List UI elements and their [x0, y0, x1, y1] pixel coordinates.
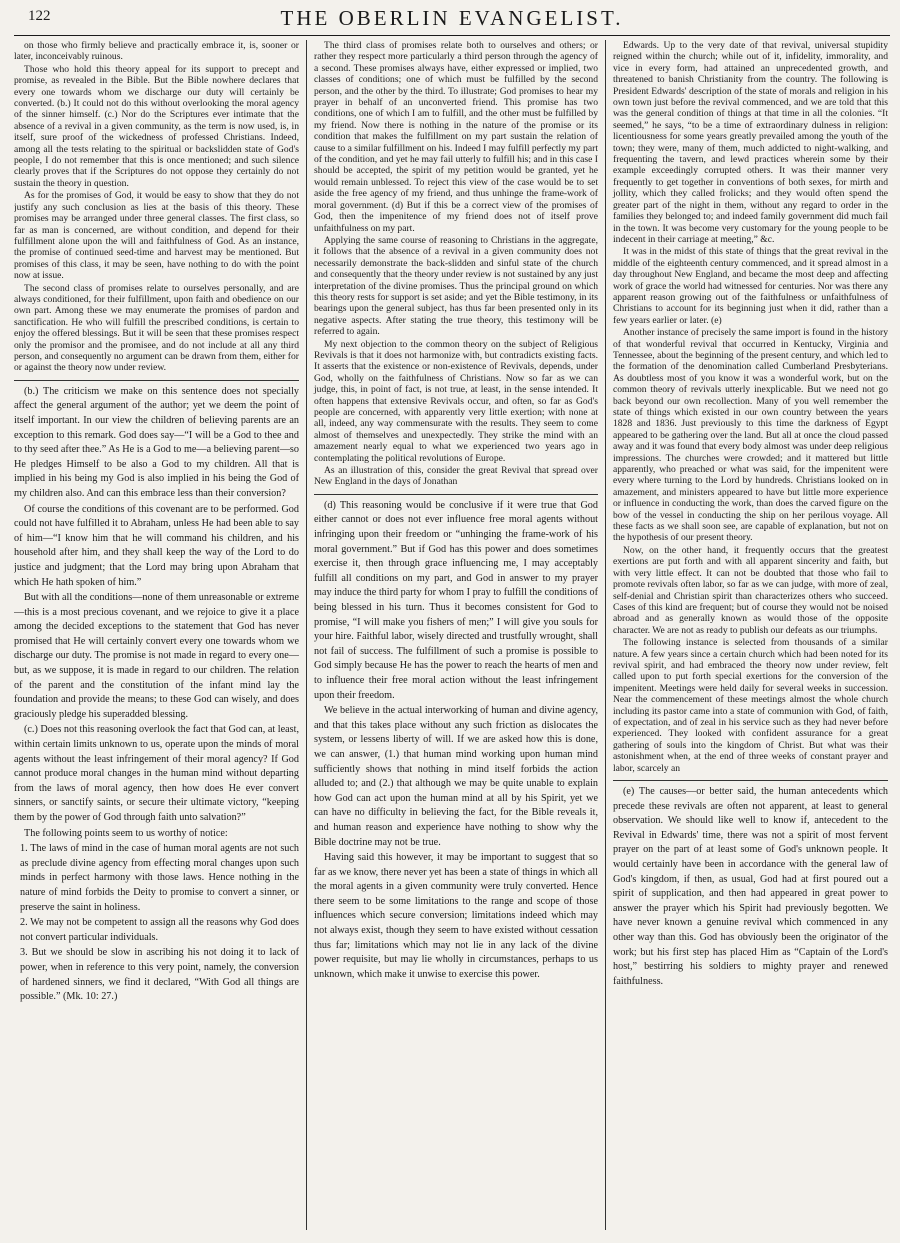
paragraph: As for the promises of God, it would be easy to show that they do not justify any such conclusion as lies at the basis of this theory. These promises may be arranged under three general classes. The first class, so far as man is concerned, are without condition, and depend for their fulfillment alone upon the will and faithfulness of God. As an instance, the promise of continued seed-time and harvest may be mentioned. But promises of this class, it may be seen, have nothing to do with the point now at issue.	[14, 190, 299, 282]
points-list	[14, 842, 299, 1005]
column-1-body	[14, 40, 299, 374]
footnote-rule	[314, 494, 598, 495]
paragraph: Applying the same course of reasoning to Christians in the aggregate, it follows that the absence of a revival in a given community does not necessarily demonstrate the back-slidden and sinful state of the church and consequently that the theory under review is not sustained by any just interpretation of the divine promises. Thus the principal ground on which this theory rests for support is set aside; and yet the Bible testimony, in its bearings upon the general subject, has thus far been presented only in its negative aspects. After stating the true theory, this testimony will be referred to again.	[314, 234, 598, 338]
paragraph: My next objection to the common theory on the subject of Religious Revivals is that it does not harmonize with, but contradicts existing facts. It asserts that the existence or non-existence of Revivals, depends, under God, wholly on the faithfulness of Christians. Now so far as we can judge, this, in point of fact, is not true, at least, in the sense intended. It often happens that extensive Revivals occur, and often, so far as God's people are concerned, with apparently very little exertion; with none at all, indeed, any way commensurate with the results. They seem to come almost of themselves and unexpectedly. They strike the mind with an amazement nearly equal to what we experienced two years ago in contemplating the political revolutions of Europe.	[314, 338, 598, 464]
list-item: 2. We may not be competent to assign all the reasons why God does not convert particular individuals.	[20, 917, 299, 943]
footnote-c: (c.) Does not this reasoning overlook the fact that God can, at least, within certain limits unknown to us, operate upon the minds of moral agents without the least infringement of their moral agency? If God cannot produce moral changes in the human mind without departing from the laws of moral agency, then how does He ever convert sinners, or sanctify saints, or secure their ultimate victory, “keeping them by the power of God through faith unto salvation?”	[14, 724, 299, 823]
paragraph: Those who hold this theory appeal for its support to precept and promise, as revealed in the Bible. But the Bible nowhere declares that every one towards whom we discharge our duty will certainly be converted. (b.) It could not do this without overlooking the moral agency of the sinner himself. (c.) Nor do the Scriptures ever intimate that the absence of a revival in a given community, as the term is now used, is, in itself, sure proof of the wickedness of professed Christians. Indeed, among all the tests relating to the spiritual or backslidden state of God's people, I do not remember that this is once mentioned; and such silence clearly proves that if the Scriptures do not oppose they certainly do not sustain the theory in question.	[14, 63, 299, 189]
footnote-rule	[14, 380, 299, 381]
footnote-d: (d) This reasoning would be conclusive if it were true that God either cannot or does not ever influence free moral agents without infringing upon their freedom or “unhinging the frame-work of his moral government.” But if God has this power and does sometimes exercise it, then through grace influencing me, I may acceptably fulfill all conditions on my part, and God in answer to my prayer may induce the third party for whom I pray to fulfill the conditions of being blessed in his turn. Thus it becomes consistent for God to promise, “I will make you fishers of men;” I will give you souls for your hire. Faithful labor, wisely directed and trustfully wrought, shall not fail of success. The fulfillment of such a promise is possible to God simply because He has the power to reach the hearts of men and to influence their free moral action without the least infringement upon their freedom.	[314, 499, 598, 701]
header-rule	[14, 35, 890, 36]
column-1	[14, 40, 306, 1230]
footnote-e: (e) The causes—or better said, the human antecedents which precede these revivals are often not apparent, at least to general observation. We should like well to know if, antecedent to the Revival in Edwards' time, there was not a spirit of most fervent prayer on the part of at least some of God's unknown people. It would certainly have been in accordance with the general law of God's kingdom, if then, as usual, God had at first poured out a spirit of supplication, and then had appeared in great power to answer the prayer which his Spirit had previously begotten. We have never known a genuine revival which commenced in any other way than this. God has obviously been the originator of the work; but his first step has placed Him as “Captain of the Lord's host,” bestirring his soldiers to mighty prayer and renewed faithfulness.	[613, 786, 888, 987]
paragraph: Edwards. Up to the very date of that revival, universal stupidity reigned within the church; while out of it, infidelity, immorality, and vice in every form, had attained an unprecedented growth, and threatened to banish Christianity from the country. The following is President Edwards' description of the state of morals and religion in his own town just before the revival commenced, and we are told that this was the general condition of things at that time in all the colonies. “It seemed,” he says, “to be a time of extraordinary dulness in religion: licentiousness for some years greatly prevailed among the youth of the town; they were, many of them, much addicted to night-walking, and frequenting the tavern, and lewd practices wherein some by their example exceedingly corrupted others. It was their manner very frequently to get together in conventions of both sexes, for mirth and jollity, which they called frolicks; and they would often spend the greater part of the night in them, without any regard to order in the families they belonged to; and indeed family government did much fail in the town. It was become very customary for the young people to be indecent in their carriage at meeting,” &c.	[613, 40, 888, 245]
paragraph: The following instance is selected from thousands of a similar nature. A few years since a certain church which had been noted for its revival spirit, and had embraced the theory now under review, felt called upon to put forth special exertions for the conversion of the impenitent. Meetings were held daily for several weeks in succession. Near the commencement of these meetings almost the whole church including its pastor came into a state of communion with God, of faith, of expectation, and of zeal in his service such as they had never before experienced. They looked with confident assurance for a great gathering of souls into the kingdom of Christ. But what was their astonishment when, at the end of three weeks of constant prayer and labor, scarcely an	[613, 637, 888, 774]
paragraph: The second class of promises relate to ourselves personally, and are always conditioned, for their fulfillment, upon faith and obedience on our own part. Among these we may enumerate the promises of pardon and sanctification. He who will fulfill the prescribed conditions, is certain to enjoy the offered blessings. But it will be seen that these promises respect only the promisor and the promisee, and do not include at all any third person, and consequently no argument can be drawn from them, either for or against the theory now under review.	[14, 282, 299, 374]
column-3	[606, 40, 888, 1230]
footnote-paragraph: But with all the conditions—none of them unreasonable or extreme—this is a most precious covenant, and we rejoice to give it a place among the decided exceptions to the statement that God has never promised that He will certainly convert every one towards whom we discharge our duty. The promise is not made in regard to every one—but, as we suppose, it is made in regard to our children. The relation of the parent and the constitution of the infant mind lay the foundation and provide the means; to these God can wisely, and does graciously pledge his superadded blessing.	[14, 592, 299, 720]
page-number: 122	[28, 8, 51, 24]
paragraph: It was in the midst of this state of things that the great revival in the middle of the eighteenth century commenced, and it spread almost in a day throughout New England, and became the most deep and affecting work of grace the world had witnessed for centuries. Nor was there any apparent reason growing out of the faithfulness or unfaithfulness of Christians to account for its beginning just when it did, rather than a few years earlier or later. (e)	[613, 246, 888, 326]
footnote-paragraph: Having said this however, it may be important to suggest that so far as we know, there never yet has been a state of things in which all the moral agents in a given community were truly converted. Hence there seem to be some limitations to the range and scope of those influences which secure conversion; limitations indeed which may not always exist, though they seem to have existed without cessation thus far; limitations which may not lie in any lack of the divine power requisite, but may lie wholly in circumstances, perhaps to us unknown, which make it unwise to exercise this power.	[314, 852, 598, 980]
paragraph: Now, on the other hand, it frequently occurs that the greatest exertions are put forth and with all apparent sincerity and faith, but with very little effect. It can not be doubted that those who fail to promote revivals often labor, so far as we can judge, with more of zeal, self-denial and Christian spirit than characterizes others who succeed. Cases of this kind are frequent; but of course they would not be noised abroad and as generally known as would those of the opposite character. We are not as ready to publish our defeats as our triumphs.	[613, 544, 888, 636]
footnote-paragraph: We believe in the actual interworking of human and divine agency, and that this takes place without any such friction as dislocates the system, or lessens liberty of will. If we are asked how this is done, we can answer, (1.) that human mind working upon human mind sufficiently shows that nothing in mind itself forbids the action alluded to; and (2.) that although we may be quite unable to explain how God can act upon the human mind at all by his Spirit, yet we can have no difficulty in believing the fact, for the Bible reveals it, and human reason and experience have nothing to show why the Bible doctrine may not be true.	[314, 705, 598, 848]
paragraph: As an illustration of this, consider the great Revival that spread over New England in the days of Jonathan	[314, 465, 598, 488]
column-3-body	[613, 40, 888, 774]
masthead-title: THE OBERLIN EVANGELIST.	[280, 6, 624, 30]
page-header	[14, 6, 890, 32]
paragraph: Another instance of precisely the same import is found in the history of that wonderful revival that occurred in Kentucky, Virginia and Tennessee, about the beginning of the present century, and which led to the formation of the denomination called Cumberland Presbyterians. As doubtless most of you know it was a wonderful work, but on the common theory of revivals utterly inexplicable. But we need not go back beyond our own recollection. Many of you well remember the state of things which existed in our own country between the years 1828 and 1836. Just previously to this time the darkness of Egypt appeared to be gathering over the land. But all at once the cloud passed away and it was found that every body almost was under deep religious impressions. The churches were crowded; and it mattered but little apparently, who preached or what was said, for the impenitent were every where turning to the Lord by hundreds. Christians looked on in amazement, and ministers appeared to have but little more experience or influence in conducting the work, than does the carved figure on the bow of the vessel in conducting the ship on her perilous voyage. All these facts as we shall soon see, are capable of explanation, but not on the hypothesis of our present theory.	[613, 327, 888, 544]
footnote-rule	[613, 780, 888, 781]
column-2-notes	[314, 499, 598, 983]
paragraph: on those who firmly believe and practically embrace it, is, sooner or later, inconceivably ruinous.	[14, 40, 299, 63]
columns	[14, 40, 890, 1230]
list-item: 1. The laws of mind in the case of human moral agents are not such as preclude divine agency from effecting moral changes upon such minds in perfect harmony with those laws. Hence nothing in the nature of mind forbids the Deity to promise to convert a sinner, or preserve the saint in holiness.	[20, 843, 299, 913]
footnote-paragraph: Of course the conditions of this covenant are to be performed. God could not have fulfilled it to Abraham, unless He had been able to say of him—“I know him that he will command his children, and his household after him, and they shall keep the way of the Lord to do justice and judgment; that the Lord may bring upon Abraham that which He hath spoken of him.”	[14, 503, 299, 588]
list-item: 3. But we should be slow in ascribing his not doing it to lack of power, when in reference to this very point, namely, the conversion of hardened sinners, we find it declared, “With God all things are possible.” (Mk. 10: 27.)	[20, 947, 299, 1003]
footnote-b: (b.) The criticism we make on this sentence does not specially affect the general argument of the author; yet we deem the point of itself important. In our view the children of believing parents are an exception to this remark. God does say—“I will be a God to thee and to thy seed after thee.” As He is a God to me—a believing parent—so He pledges Himself to be also a God to my children. All that is implied in his being my God is also implied in his being the God of my children also. And can this embrace less than their conversion?	[14, 385, 299, 499]
column-1-notes	[14, 385, 299, 841]
paragraph: The third class of promises relate both to ourselves and others; or rather they respect more particularly a third person through the agency of a second. These promises always have, either expressed or implied, two classes of conditions; one of which must be fulfilled by the second person, and the other by the third. To illustrate; God promises to hear my prayer in behalf of an unconverted friend. This promise has two conditions, one of which I am to fulfill, and the other must be fulfilled by my friend. Now there is nothing in the nature of the promise or its condition that makes the fulfillment on my part sustain the relation of cause to a similar fulfillment on his. Indeed I may fulfill perfectly my part of the condition, and yet he may fail utterly to fulfill his; and in this case I should be accepted, the spirit of my petition would be granted, yet he would remain unblessed. To reject this view of the case would be to set aside the free agency of my friend, and thus unhinge the frame-work of moral government. (d) But if this be a correct view of the promises of God, then the impenitence of my friend does not of itself prove unfaithfulness on my part.	[314, 40, 598, 234]
column-2	[306, 40, 606, 1230]
column-3-notes	[613, 785, 888, 989]
footnote-paragraph: The following points seem to us worthy of notice:	[24, 827, 228, 839]
column-2-body	[314, 40, 598, 488]
